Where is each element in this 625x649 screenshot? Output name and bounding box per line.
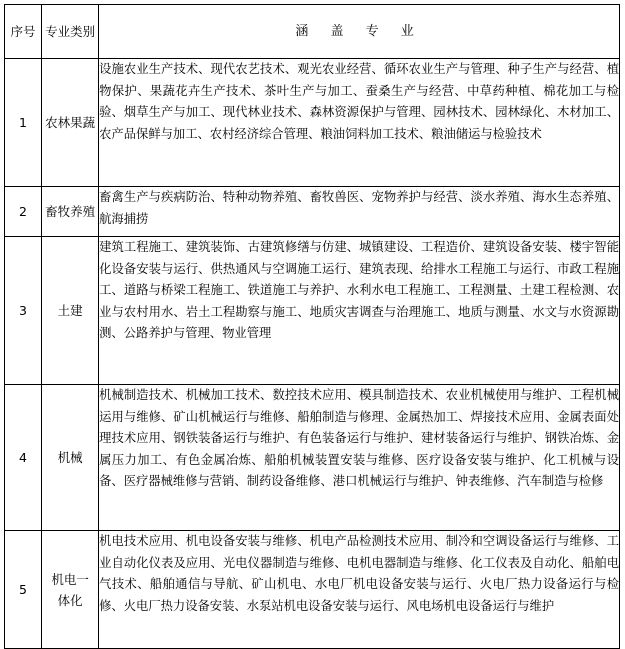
table-row <box>5 187 620 237</box>
header-row <box>5 5 620 59</box>
row-coverage: 畜禽生产与疾病防治、特种动物养殖、畜牧兽医、宠物养护与经营、淡水养殖、海水生态养殖、航海捕捞 <box>99 187 620 237</box>
row-category-text: 机械 <box>57 450 83 465</box>
row-no: 4 <box>5 385 42 531</box>
row-category-text: 畜牧养殖 <box>45 204 96 219</box>
row-coverage: 设施农业生产技术、现代农艺技术、观光农业经营、循环农业生产与管理、种子生产与经营、植物保护、果蔬花卉生产技术、茶叶生产与加工、蚕桑生产与经营、中草药种植、棉花加工与检验、烟草生产与加工、现代林业技术、森林资源保护与管理、园林技术、园林绿化、木材加工、农产品保鲜与加工、农村经济综合管理、粮油饲料加工技术、粮油储运与检验技术 <box>99 59 620 187</box>
header-category <box>42 5 99 59</box>
table-row <box>5 531 620 649</box>
row-coverage: 机电技术应用、机电设备安装与维修、机电产品检测技术应用、制冷和空调设备运行与维修、工业自动化仪表及应用、光电仪器制造与维修、电机电器制造与维修、化工仪表及自动化、船舶电气技术、船舶通信与导航、矿山机电、水电厂机电设备安装与运行、火电厂热力设备运行与检修、火电厂热力设备安装、水泵站机电设备安装与运行、风电场机电设备运行与维护 <box>99 531 620 649</box>
row-category-text: 机电一体化 <box>51 571 89 608</box>
table-row <box>5 59 620 187</box>
row-category <box>42 237 99 385</box>
majors-table <box>4 4 620 649</box>
table-row <box>5 237 620 385</box>
header-category-text: 专业类别 <box>45 24 96 39</box>
row-category-text: 土建 <box>57 303 83 318</box>
row-no: 3 <box>5 237 42 385</box>
header-no-text: 序号 <box>10 24 36 39</box>
row-category <box>42 531 99 649</box>
header-coverage-text: 涵 盖 专 业 <box>295 24 423 39</box>
row-no: 2 <box>5 187 42 237</box>
row-no: 5 <box>5 531 42 649</box>
row-category-text: 农林果蔬 <box>45 115 96 130</box>
row-coverage: 建筑工程施工、建筑装饰、古建筑修缮与仿建、城镇建设、工程造价、建筑设备安装、楼宇智能化设备安装与运行、供热通风与空调施工运行、建筑表现、给排水工程施工与运行、市政工程施工、道路与桥梁工程施工、铁道施工与养护、水利水电工程施工、工程测量、土建工程检测、农业与农村用水、岩土工程勘察与施工、地质灾害调查与治理施工、地质与测量、水文与水资源勘测、公路养护与管理、物业管理 <box>99 237 620 385</box>
row-category <box>42 385 99 531</box>
row-category <box>42 187 99 237</box>
header-coverage <box>99 5 620 59</box>
row-category <box>42 59 99 187</box>
table-row <box>5 385 620 531</box>
row-no: 1 <box>5 59 42 187</box>
header-no <box>5 5 42 59</box>
row-coverage: 机械制造技术、机械加工技术、数控技术应用、模具制造技术、农业机械使用与维护、工程机械运用与维修、矿山机械运行与维修、船舶制造与修理、金属热加工、焊接技术应用、金属表面处理技术应用、钢铁装备运行与维护、有色装备运行与维护、建材装备运行与维护、钢铁冶炼、金属压力加工、有色金属冶炼、船舶机械装置安装与维修、医疗设备安装与维护、化工机械与设备、医疗器械维修与营销、制药设备维修、港口机械运行与维护、钟表维修、汽车制造与检修 <box>99 385 620 531</box>
